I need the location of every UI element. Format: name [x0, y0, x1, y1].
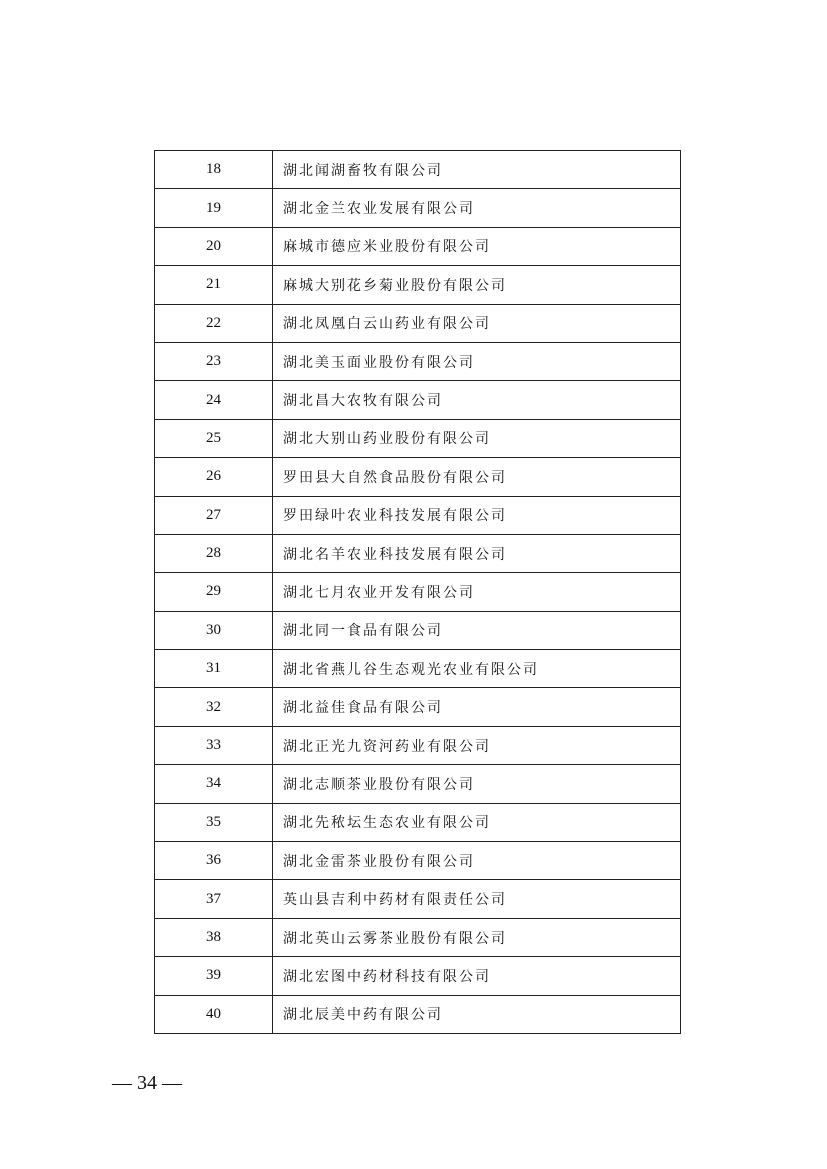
row-number: 35 [155, 803, 273, 841]
table-row [155, 611, 681, 649]
company-name: 湖北省燕儿谷生态观光农业有限公司 [273, 650, 681, 688]
row-number: 20 [155, 227, 273, 265]
table-row [155, 342, 681, 380]
company-name: 湖北志顺茶业股份有限公司 [273, 765, 681, 803]
table-row [155, 765, 681, 803]
row-number: 22 [155, 304, 273, 342]
company-name: 湖北凤凰白云山药业有限公司 [273, 304, 681, 342]
table-row [155, 151, 681, 189]
table-row [155, 496, 681, 534]
company-name: 湖北先秾坛生态农业有限公司 [273, 803, 681, 841]
table-row [155, 803, 681, 841]
company-name: 湖北闻湖畜牧有限公司 [273, 151, 681, 189]
company-name: 湖北七月农业开发有限公司 [273, 573, 681, 611]
row-number: 40 [155, 995, 273, 1033]
table-row [155, 534, 681, 572]
table-row [155, 381, 681, 419]
row-number: 21 [155, 266, 273, 304]
row-number: 32 [155, 688, 273, 726]
row-number: 39 [155, 957, 273, 995]
company-name: 湖北益佳食品有限公司 [273, 688, 681, 726]
table-row [155, 842, 681, 880]
table-row [155, 688, 681, 726]
company-name: 湖北辰美中药有限公司 [273, 995, 681, 1033]
table-row [155, 918, 681, 956]
row-number: 31 [155, 650, 273, 688]
row-number: 36 [155, 842, 273, 880]
row-number: 38 [155, 918, 273, 956]
row-number: 30 [155, 611, 273, 649]
company-name: 罗田绿叶农业科技发展有限公司 [273, 496, 681, 534]
company-name: 湖北金兰农业发展有限公司 [273, 189, 681, 227]
company-name: 湖北大别山药业股份有限公司 [273, 419, 681, 457]
row-number: 34 [155, 765, 273, 803]
row-number: 25 [155, 419, 273, 457]
table-row [155, 266, 681, 304]
row-number: 26 [155, 458, 273, 496]
table-row [155, 880, 681, 918]
table-row [155, 573, 681, 611]
page-number: — 34 — [112, 1072, 182, 1094]
row-number: 23 [155, 342, 273, 380]
company-name: 麻城市德应米业股份有限公司 [273, 227, 681, 265]
table-row [155, 726, 681, 764]
company-name: 罗田县大自然食品股份有限公司 [273, 458, 681, 496]
company-name: 湖北英山云雾茶业股份有限公司 [273, 918, 681, 956]
table-body [155, 151, 681, 1034]
company-name: 湖北金雷茶业股份有限公司 [273, 842, 681, 880]
row-number: 18 [155, 151, 273, 189]
company-name: 湖北正光九资河药业有限公司 [273, 726, 681, 764]
company-list-table [154, 150, 681, 1034]
row-number: 27 [155, 496, 273, 534]
company-name: 湖北美玉面业股份有限公司 [273, 342, 681, 380]
company-name: 湖北昌大农牧有限公司 [273, 381, 681, 419]
row-number: 28 [155, 534, 273, 572]
table-row [155, 957, 681, 995]
table-row [155, 995, 681, 1033]
company-name: 湖北宏图中药材科技有限公司 [273, 957, 681, 995]
table-row [155, 650, 681, 688]
table-row [155, 227, 681, 265]
row-number: 19 [155, 189, 273, 227]
company-name: 湖北名羊农业科技发展有限公司 [273, 534, 681, 572]
table-row [155, 458, 681, 496]
row-number: 29 [155, 573, 273, 611]
row-number: 24 [155, 381, 273, 419]
table-row [155, 304, 681, 342]
table-row [155, 419, 681, 457]
row-number: 37 [155, 880, 273, 918]
table-row [155, 189, 681, 227]
company-name: 英山县吉利中药材有限责任公司 [273, 880, 681, 918]
company-name: 湖北同一食品有限公司 [273, 611, 681, 649]
row-number: 33 [155, 726, 273, 764]
company-name: 麻城大别花乡菊业股份有限公司 [273, 266, 681, 304]
